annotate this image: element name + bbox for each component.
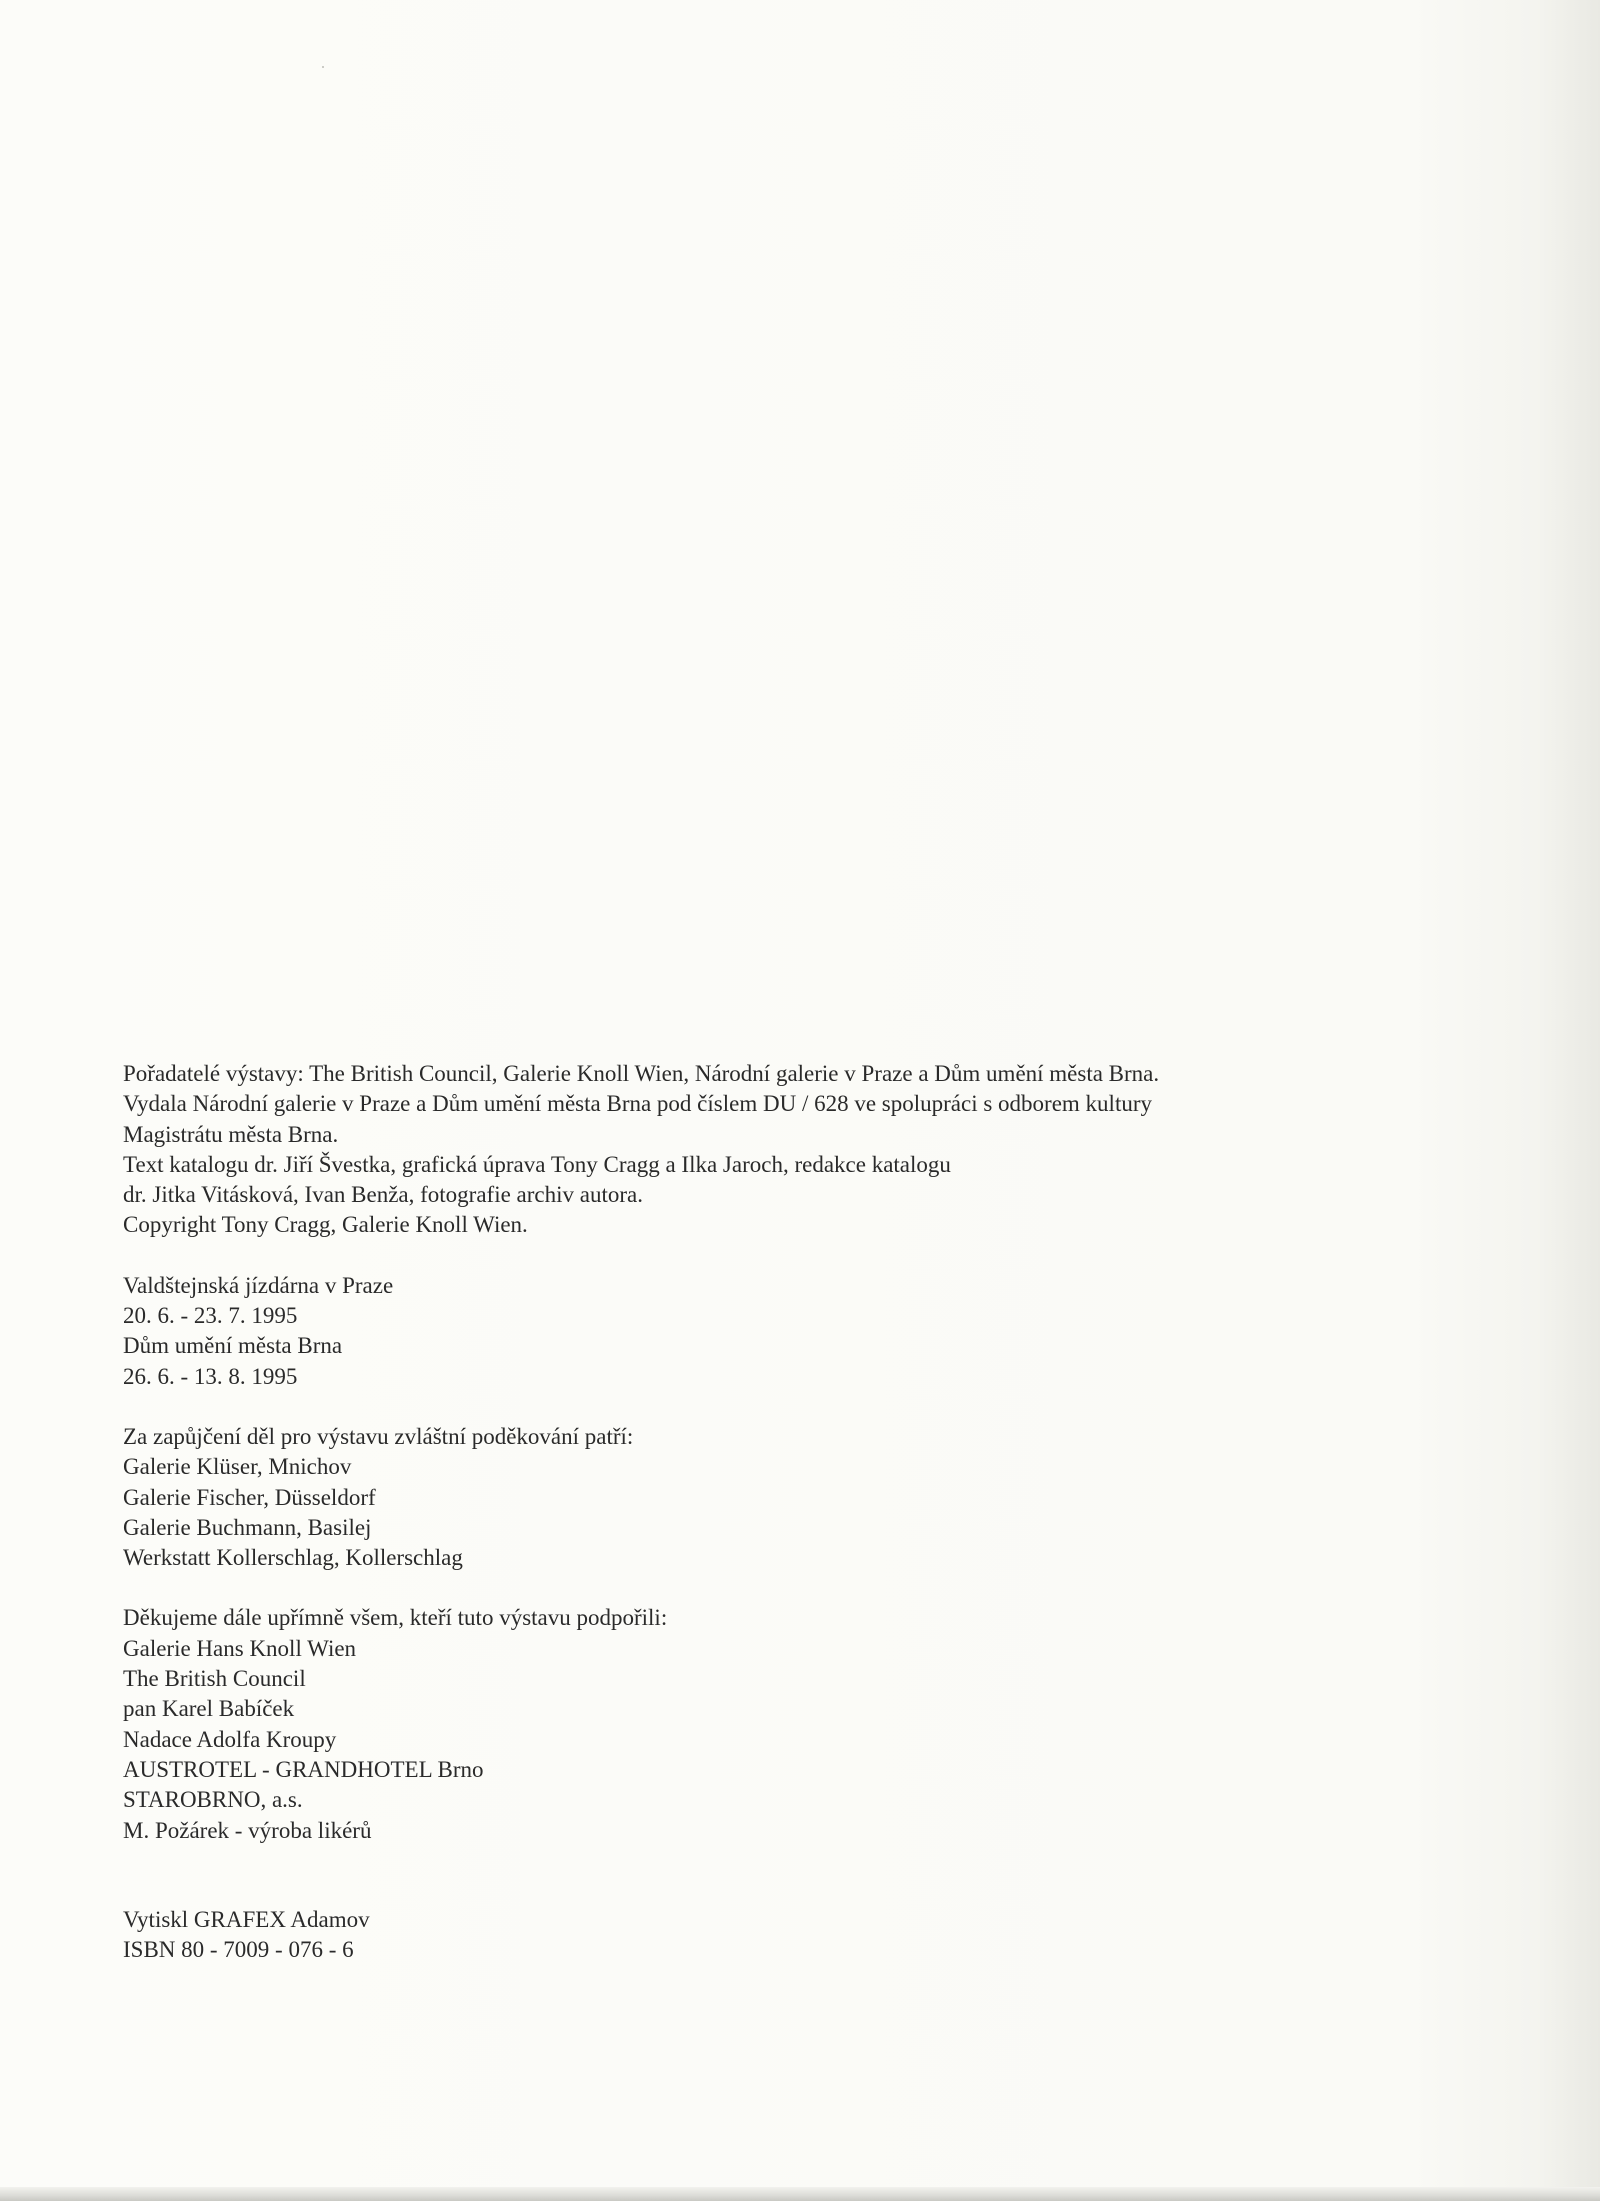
lender-item: Werkstatt Kollerschlag, Kollerschlag bbox=[123, 1545, 463, 1571]
venue-prague: Valdštejnská jízdárna v Praze bbox=[123, 1272, 394, 1298]
venue-brno: Dům umění města Brna bbox=[123, 1333, 343, 1359]
organizers-line: Pořadatelé výstavy: The British Council, Galerie Knoll Wien, Národní galerie v Praze a Dům umění města Brna. bbox=[123, 1061, 1160, 1086]
spacer bbox=[123, 1392, 1423, 1422]
spacer bbox=[123, 1241, 1423, 1271]
credits-line: Text katalogu dr. Jiří Švestka, grafická úprava Tony Cragg a Ilka Jaroch, redakce katalogu bbox=[123, 1151, 951, 1177]
supporter-item: Nadace Adolfa Kroupy bbox=[123, 1726, 337, 1752]
supporters-block bbox=[123, 1603, 1423, 1845]
paper-speck bbox=[322, 66, 324, 68]
venues-block bbox=[123, 1271, 1423, 1392]
printing-block bbox=[123, 1905, 1423, 1966]
publisher-line-cont: Magistrátu města Brna. bbox=[123, 1121, 339, 1147]
supporter-item: Galerie Hans Knoll Wien bbox=[123, 1635, 357, 1661]
spacer bbox=[123, 1573, 1423, 1603]
colophon-text bbox=[123, 1059, 1423, 1965]
credits-line-cont: dr. Jitka Vitásková, Ivan Benža, fotografie archiv autora. bbox=[123, 1182, 643, 1208]
lender-item: Galerie Fischer, Düsseldorf bbox=[123, 1484, 376, 1510]
organizers-block bbox=[123, 1059, 1423, 1241]
printer-line: Vytiskl GRAFEX Adamov bbox=[123, 1906, 370, 1932]
venue-prague-dates: 20. 6. - 23. 7. 1995 bbox=[123, 1303, 298, 1329]
supporter-item: pan Karel Babíček bbox=[123, 1696, 295, 1722]
publisher-line: Vydala Národní galerie v Praze a Dům umění města Brna pod číslem DU / 628 ve spolupráci s odborem kultury bbox=[123, 1091, 1152, 1117]
supporters-heading: Děkujeme dále upřímně všem, kteří tuto výstavu podpořili: bbox=[123, 1605, 668, 1631]
copyright-line: Copyright Tony Cragg, Galerie Knoll Wien. bbox=[123, 1212, 528, 1238]
supporter-item: STAROBRNO, a.s. bbox=[123, 1787, 303, 1813]
lender-item: Galerie Klüser, Mnichov bbox=[123, 1454, 352, 1480]
lender-item: Galerie Buchmann, Basilej bbox=[123, 1514, 372, 1540]
supporter-item: M. Požárek - výroba likérů bbox=[123, 1817, 372, 1843]
page-bottom-edge bbox=[0, 2187, 1600, 2201]
isbn-line: ISBN 80 - 7009 - 076 - 6 bbox=[123, 1937, 354, 1963]
spacer bbox=[123, 1846, 1423, 1905]
venue-brno-dates: 26. 6. - 13. 8. 1995 bbox=[123, 1363, 298, 1389]
lenders-heading: Za zapůjčení děl pro výstavu zvláštní poděkování patří: bbox=[123, 1423, 634, 1449]
supporter-item: The British Council bbox=[123, 1666, 306, 1692]
lenders-block bbox=[123, 1422, 1423, 1573]
supporter-item: AUSTROTEL - GRANDHOTEL Brno bbox=[123, 1756, 484, 1782]
